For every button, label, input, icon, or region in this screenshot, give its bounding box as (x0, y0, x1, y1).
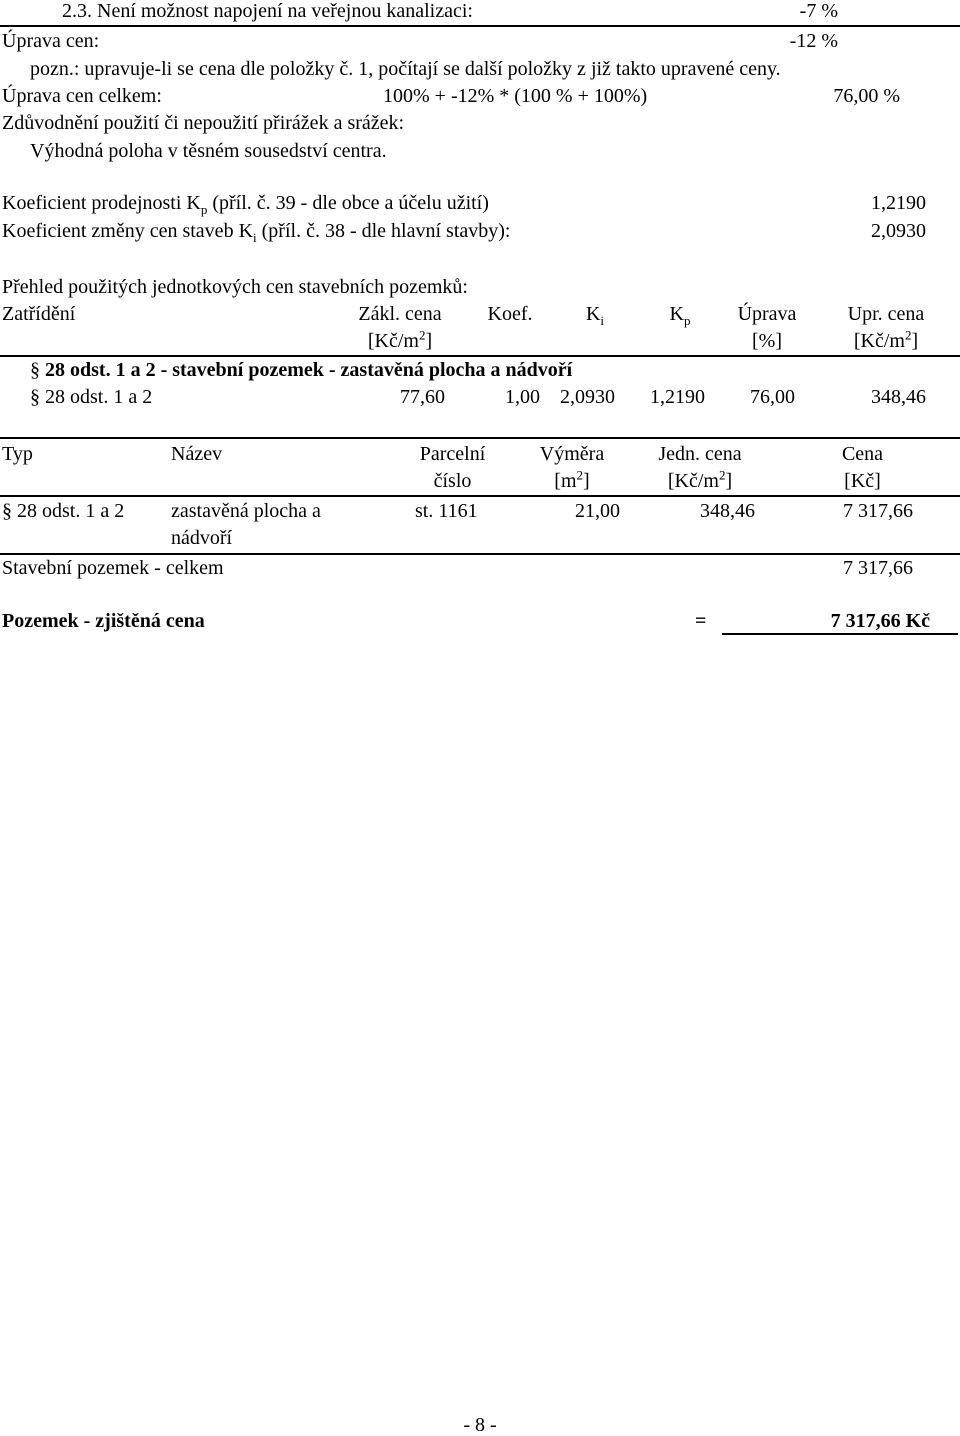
valuation-header-jedn-cena-unit: $[Kč/m^2]$ (667, 467, 733, 492)
overview-row-upr-cena: 348,46 (871, 386, 926, 408)
overview-header-ki: $K_i$ (585, 303, 605, 328)
valuation-row-cena: 7 317,66 (843, 500, 913, 522)
valuation-header-nazev: Název (171, 443, 223, 465)
uprava-celkem-formula: 100% + -12% * (100 % + 100%) (383, 85, 648, 107)
overview-row-zatrideni: § 28 odst. 1 a 2 (30, 386, 153, 408)
overview-row-koef: 1,00 (505, 386, 540, 408)
valuation-subtotal-value: 7 317,66 (843, 557, 913, 579)
top-rule (0, 25, 960, 27)
section-sign: § (30, 359, 40, 381)
valuation-header-vymera-unit: $[m^2]$ (554, 467, 590, 492)
overview-header-uprava-unit: [%] (752, 330, 782, 352)
overview-header-koef: Koef. (487, 303, 533, 325)
uprava-celkem-value: 76,00 % (833, 85, 900, 107)
overview-row-ki: 2,0930 (560, 386, 615, 408)
uprava-celkem-label: Úprava cen celkem: (2, 85, 162, 107)
overview-row-kp: 1,2190 (650, 386, 705, 408)
overview-header-rule (0, 355, 960, 357)
valuation-row-typ: § 28 odst. 1 a 2 (2, 500, 125, 522)
uprava-cen-value: -12 % (789, 30, 838, 52)
valuation-header-cena-unit: [Kč] (844, 470, 881, 492)
valuation-header-typ: Typ (2, 443, 33, 465)
final-price-value: 7 317,66 Kč (830, 610, 930, 632)
section-sign: § (30, 386, 40, 408)
overview-header-zakl-cena-unit: $[Kč/m^2]$ (367, 327, 433, 352)
final-price-underline (722, 633, 958, 635)
valuation-header-parcelni-2: číslo (433, 470, 472, 492)
valuation-top-rule (0, 437, 960, 439)
valuation-header-parcelni: Parcelní (419, 443, 486, 465)
valuation-subtotal-label: Stavební pozemek - celkem (2, 557, 224, 579)
overview-header-kp: $K_p$ (669, 303, 691, 328)
coef-kp-value: 1,2190 (871, 192, 926, 214)
adjustment-item-23-value: -7 % (799, 0, 838, 22)
final-price-label: Pozemek - zjištěná cena (2, 610, 205, 632)
page-number: - 8 - (463, 1414, 497, 1436)
adjustment-note: pozn.: upravuje-li se cena dle položky č. 1, počítají se další položky z již takto upravené ceny. (30, 58, 781, 80)
overview-header-upr-cena-unit: $[Kč/m^2]$ (853, 327, 919, 352)
uprava-cen-label: Úprava cen: (2, 30, 100, 52)
coef-ki-label: Koeficient změny cen staveb $K_i$ (příl. č. 38 - dle hlavní stavby): (2, 220, 511, 245)
overview-section: § 28 odst. 1 a 2 - stavební pozemek - zastavěná plocha a nádvoří (30, 359, 573, 381)
valuation-row-parcelni: st. 1161 (415, 500, 478, 522)
section-sign: § (2, 500, 12, 522)
valuation-row-nazev-2: nádvoří (171, 527, 233, 549)
overview-header-uprava: Úprava (737, 303, 797, 325)
overview-title: Přehled použitých jednotkových cen stavebních pozemků: (2, 276, 468, 298)
overview-header-zatrideni: Zatřídění (2, 303, 76, 325)
valuation-row-jedn-cena: 348,46 (700, 500, 755, 522)
coef-ki-value: 2,0930 (871, 220, 926, 242)
overview-row-uprava: 76,00 (750, 386, 795, 408)
reason-text: Výhodná poloha v těsném sousedství centra. (30, 140, 387, 162)
overview-row-zakl-cena: 77,60 (400, 386, 445, 408)
reason-label: Zdůvodnění použití či nepoužití přirážek a srážek: (2, 112, 405, 134)
final-price-equals: = (695, 610, 707, 632)
valuation-header-jedn-cena: Jedn. cena (658, 443, 742, 465)
adjustment-item-23-label: 2.3. Není možnost napojení na veřejnou kanalizaci: (62, 0, 473, 22)
overview-header-upr-cena: Upr. cena (847, 303, 925, 325)
valuation-row-vymera: 21,00 (575, 500, 620, 522)
valuation-header-vymera: Výměra (539, 443, 605, 465)
coef-kp-label: Koeficient prodejnosti $K_p$ (příl. č. 39 - dle obce a účelu užití) (2, 192, 489, 217)
valuation-row-nazev: zastavěná plocha a (171, 500, 321, 522)
valuation-header-cena: Cena (841, 443, 884, 465)
valuation-header-rule (0, 495, 960, 497)
valuation-subtotal-rule (0, 553, 960, 555)
overview-header-zakl-cena: Zákl. cena (358, 303, 442, 325)
